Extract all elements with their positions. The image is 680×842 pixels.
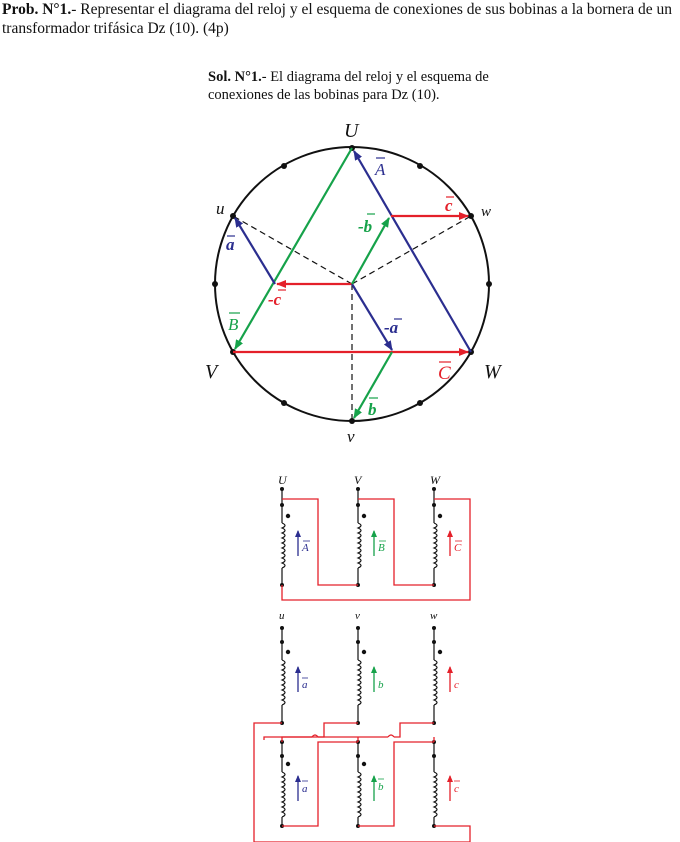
svg-text:B: B <box>228 315 239 334</box>
dashed-radii <box>233 216 471 421</box>
svg-text:C: C <box>454 542 462 554</box>
svg-text:a: a <box>226 235 235 254</box>
wiring-label-U: U <box>278 473 287 487</box>
label-V: V <box>205 361 218 383</box>
wiring-label-W: W <box>430 473 440 487</box>
solution-text: - El diagrama del reloj y el esquema de conexiones de las bobinas para Dz (10). <box>208 69 489 103</box>
vector-A <box>354 151 471 352</box>
vector-minus-a <box>352 284 392 350</box>
svg-text:b: b <box>368 400 377 419</box>
vector-label-C <box>438 362 451 384</box>
vector-label-minus-c <box>268 290 286 309</box>
vector-label-a <box>226 235 235 254</box>
wiring-label-V: V <box>354 473 362 487</box>
svg-text:a: a <box>302 679 308 691</box>
label-u: u <box>216 199 225 218</box>
label-w: w <box>481 204 492 220</box>
vector-label-B <box>228 313 240 334</box>
svg-text:A: A <box>375 160 386 179</box>
solution-label: Sol. N°1. <box>208 69 262 85</box>
svg-text:B: B <box>378 542 385 554</box>
svg-text:a: a <box>302 783 308 795</box>
wiring-label-v: v <box>355 610 360 622</box>
svg-text:b: b <box>378 679 384 691</box>
vector-label-minus-b <box>358 214 375 236</box>
problem-label: Prob. N°1. <box>2 1 72 18</box>
svg-text:-c: -c <box>268 290 282 309</box>
label-v: v <box>347 427 355 446</box>
svg-text:c: c <box>454 679 459 691</box>
svg-text:b: b <box>378 781 384 793</box>
svg-text:c: c <box>454 783 459 795</box>
vector-label-b <box>368 398 378 419</box>
label-W: W <box>484 361 501 383</box>
svg-text:C: C <box>438 363 451 384</box>
wiring-label-w: w <box>430 610 438 622</box>
svg-text:-a: -a <box>384 318 399 337</box>
svg-text:A: A <box>302 542 309 554</box>
vector-label-c <box>445 196 454 215</box>
problem-text: - Representar el diagrama del reloj y el esquema de conexiones de sus bobinas a la bornera de un transformador trifásica Dz (10). (4p) <box>2 1 673 37</box>
svg-text:c: c <box>445 196 453 215</box>
wiring-label-u: u <box>279 610 285 622</box>
vector-label-A <box>374 158 386 179</box>
label-U: U <box>344 120 359 142</box>
vector-label-minus-a <box>384 318 402 337</box>
svg-text:-b: -b <box>358 217 373 236</box>
